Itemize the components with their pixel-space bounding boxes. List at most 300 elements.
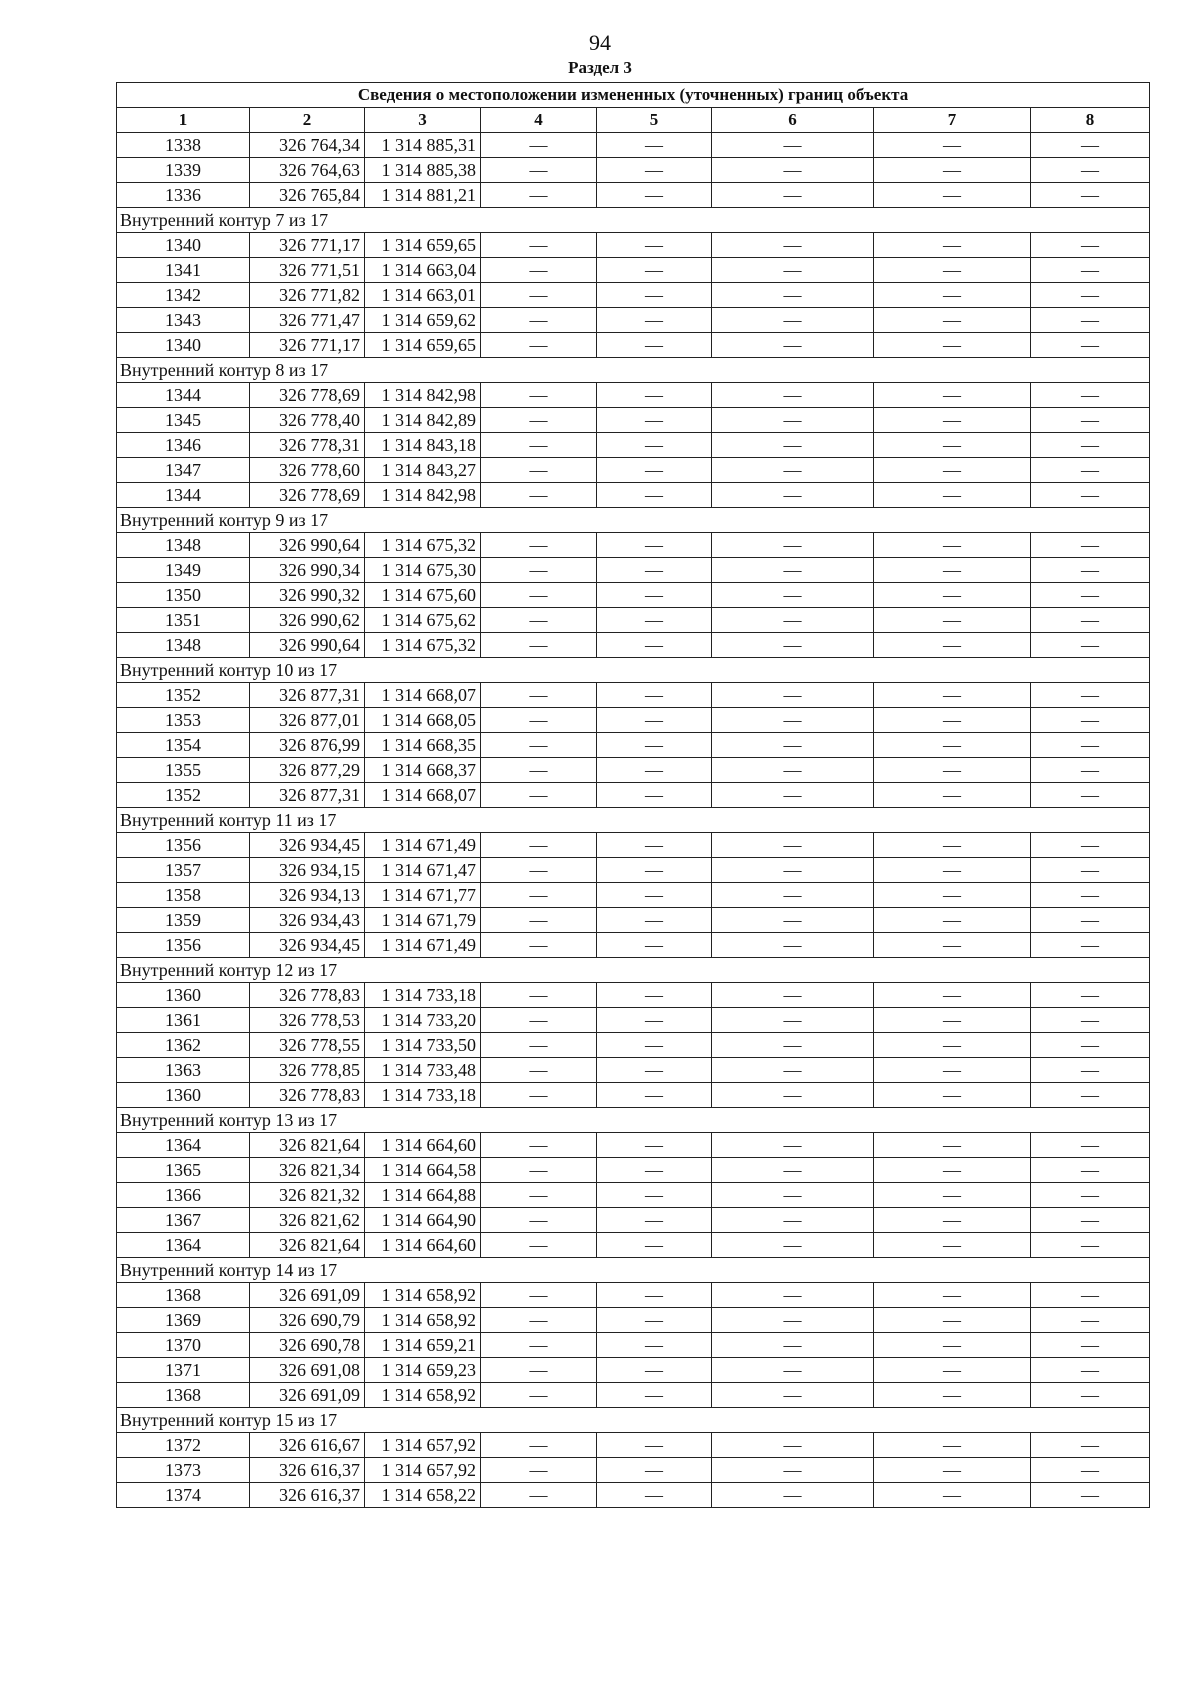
empty-value-cell: — (712, 1483, 874, 1508)
y-coordinate-cell: 1 314 664,58 (365, 1158, 481, 1183)
table-row (117, 458, 1150, 483)
contour-label: Внутренний контур 12 из 17 (117, 958, 1150, 983)
y-coordinate-cell: 1 314 659,65 (365, 333, 481, 358)
y-coordinate-cell: 1 314 733,18 (365, 1083, 481, 1108)
x-coordinate-cell: 326 691,09 (250, 1383, 365, 1408)
empty-value-cell: — (874, 1058, 1031, 1083)
y-coordinate-cell: 1 314 668,05 (365, 708, 481, 733)
empty-value-cell: — (481, 1058, 597, 1083)
contour-label: Внутренний контур 15 из 17 (117, 1408, 1150, 1433)
empty-value-cell: — (874, 1383, 1031, 1408)
empty-value-cell: — (1031, 1033, 1150, 1058)
y-coordinate-cell: 1 314 659,21 (365, 1333, 481, 1358)
empty-value-cell: — (1031, 483, 1150, 508)
x-coordinate-cell: 326 771,17 (250, 233, 365, 258)
empty-value-cell: — (1031, 883, 1150, 908)
empty-value-cell: — (1031, 1358, 1150, 1383)
empty-value-cell: — (874, 858, 1031, 883)
empty-value-cell: — (597, 1033, 712, 1058)
contour-header-row (117, 1108, 1150, 1133)
empty-value-cell: — (712, 708, 874, 733)
y-coordinate-cell: 1 314 664,60 (365, 1233, 481, 1258)
empty-value-cell: — (712, 133, 874, 158)
empty-value-cell: — (1031, 783, 1150, 808)
empty-value-cell: — (597, 933, 712, 958)
x-coordinate-cell: 326 771,51 (250, 258, 365, 283)
contour-label: Внутренний контур 13 из 17 (117, 1108, 1150, 1133)
empty-value-cell: — (597, 433, 712, 458)
table-row (117, 233, 1150, 258)
empty-value-cell: — (597, 458, 712, 483)
x-coordinate-cell: 326 778,69 (250, 383, 365, 408)
empty-value-cell: — (481, 433, 597, 458)
x-coordinate-cell: 326 691,08 (250, 1358, 365, 1383)
y-coordinate-cell: 1 314 885,31 (365, 133, 481, 158)
point-number-cell: 1343 (117, 308, 250, 333)
x-coordinate-cell: 326 990,64 (250, 633, 365, 658)
empty-value-cell: — (1031, 233, 1150, 258)
empty-value-cell: — (712, 1358, 874, 1383)
empty-value-cell: — (597, 1383, 712, 1408)
empty-value-cell: — (712, 858, 874, 883)
empty-value-cell: — (712, 633, 874, 658)
empty-value-cell: — (597, 1333, 712, 1358)
table-row (117, 1358, 1150, 1383)
empty-value-cell: — (597, 1283, 712, 1308)
empty-value-cell: — (481, 233, 597, 258)
empty-value-cell: — (874, 158, 1031, 183)
empty-value-cell: — (597, 133, 712, 158)
table-row (117, 158, 1150, 183)
y-coordinate-cell: 1 314 733,20 (365, 1008, 481, 1033)
table-row (117, 383, 1150, 408)
empty-value-cell: — (481, 483, 597, 508)
x-coordinate-cell: 326 934,13 (250, 883, 365, 908)
point-number-cell: 1340 (117, 333, 250, 358)
empty-value-cell: — (481, 458, 597, 483)
y-coordinate-cell: 1 314 659,23 (365, 1358, 481, 1383)
y-coordinate-cell: 1 314 668,35 (365, 733, 481, 758)
empty-value-cell: — (712, 1333, 874, 1358)
empty-value-cell: — (481, 1158, 597, 1183)
empty-value-cell: — (1031, 1483, 1150, 1508)
empty-value-cell: — (1031, 1383, 1150, 1408)
point-number-cell: 1360 (117, 1083, 250, 1108)
empty-value-cell: — (597, 533, 712, 558)
y-coordinate-cell: 1 314 842,98 (365, 483, 481, 508)
empty-value-cell: — (712, 533, 874, 558)
empty-value-cell: — (1031, 1283, 1150, 1308)
contour-label: Внутренний контур 9 из 17 (117, 508, 1150, 533)
empty-value-cell: — (874, 1333, 1031, 1358)
empty-value-cell: — (481, 1458, 597, 1483)
empty-value-cell: — (481, 258, 597, 283)
empty-value-cell: — (874, 1358, 1031, 1383)
y-coordinate-cell: 1 314 664,60 (365, 1133, 481, 1158)
empty-value-cell: — (874, 633, 1031, 658)
empty-value-cell: — (597, 633, 712, 658)
empty-value-cell: — (597, 833, 712, 858)
point-number-cell: 1345 (117, 408, 250, 433)
point-number-cell: 1374 (117, 1483, 250, 1508)
table-row (117, 1383, 1150, 1408)
empty-value-cell: — (597, 583, 712, 608)
table-row (117, 1308, 1150, 1333)
empty-value-cell: — (874, 533, 1031, 558)
empty-value-cell: — (712, 1133, 874, 1158)
contour-header-row (117, 1408, 1150, 1433)
y-coordinate-cell: 1 314 659,62 (365, 308, 481, 333)
empty-value-cell: — (712, 733, 874, 758)
empty-value-cell: — (1031, 1458, 1150, 1483)
empty-value-cell: — (481, 1083, 597, 1108)
empty-value-cell: — (874, 708, 1031, 733)
table-row (117, 1458, 1150, 1483)
empty-value-cell: — (1031, 383, 1150, 408)
contour-header-row (117, 358, 1150, 383)
y-coordinate-cell: 1 314 657,92 (365, 1433, 481, 1458)
point-number-cell: 1346 (117, 433, 250, 458)
point-number-cell: 1368 (117, 1283, 250, 1308)
y-coordinate-cell: 1 314 885,38 (365, 158, 481, 183)
point-number-cell: 1371 (117, 1358, 250, 1383)
empty-value-cell: — (874, 583, 1031, 608)
y-coordinate-cell: 1 314 658,92 (365, 1383, 481, 1408)
y-coordinate-cell: 1 314 668,07 (365, 783, 481, 808)
empty-value-cell: — (874, 133, 1031, 158)
point-number-cell: 1369 (117, 1308, 250, 1333)
empty-value-cell: — (712, 458, 874, 483)
point-number-cell: 1344 (117, 483, 250, 508)
x-coordinate-cell: 326 934,45 (250, 833, 365, 858)
table-row (117, 1183, 1150, 1208)
table-row (117, 133, 1150, 158)
empty-value-cell: — (597, 233, 712, 258)
table-row (117, 783, 1150, 808)
table-caption-row (117, 83, 1150, 108)
x-coordinate-cell: 326 877,31 (250, 683, 365, 708)
point-number-cell: 1354 (117, 733, 250, 758)
empty-value-cell: — (712, 1383, 874, 1408)
x-coordinate-cell: 326 616,37 (250, 1458, 365, 1483)
table-row (117, 258, 1150, 283)
empty-value-cell: — (874, 1233, 1031, 1258)
empty-value-cell: — (597, 408, 712, 433)
empty-value-cell: — (597, 383, 712, 408)
empty-value-cell: — (597, 758, 712, 783)
empty-value-cell: — (1031, 908, 1150, 933)
point-number-cell: 1341 (117, 258, 250, 283)
empty-value-cell: — (1031, 1308, 1150, 1333)
y-coordinate-cell: 1 314 675,32 (365, 633, 481, 658)
point-number-cell: 1361 (117, 1008, 250, 1033)
empty-value-cell: — (481, 758, 597, 783)
empty-value-cell: — (1031, 983, 1150, 1008)
column-header: 2 (250, 108, 365, 133)
y-coordinate-cell: 1 314 663,04 (365, 258, 481, 283)
empty-value-cell: — (481, 1183, 597, 1208)
empty-value-cell: — (481, 183, 597, 208)
empty-value-cell: — (481, 708, 597, 733)
y-coordinate-cell: 1 314 675,60 (365, 583, 481, 608)
empty-value-cell: — (1031, 1208, 1150, 1233)
table-caption: Сведения о местоположении измененных (уточненных) границ объекта (117, 83, 1150, 108)
x-coordinate-cell: 326 778,83 (250, 983, 365, 1008)
empty-value-cell: — (481, 1233, 597, 1258)
empty-value-cell: — (481, 858, 597, 883)
table-row (117, 683, 1150, 708)
contour-header-row (117, 508, 1150, 533)
empty-value-cell: — (597, 858, 712, 883)
contour-header-row (117, 208, 1150, 233)
empty-value-cell: — (874, 233, 1031, 258)
point-number-cell: 1367 (117, 1208, 250, 1233)
empty-value-cell: — (1031, 558, 1150, 583)
empty-value-cell: — (597, 308, 712, 333)
empty-value-cell: — (874, 283, 1031, 308)
empty-value-cell: — (1031, 308, 1150, 333)
x-coordinate-cell: 326 778,85 (250, 1058, 365, 1083)
table-row (117, 733, 1150, 758)
empty-value-cell: — (712, 433, 874, 458)
table-row (117, 533, 1150, 558)
y-coordinate-cell: 1 314 663,01 (365, 283, 481, 308)
empty-value-cell: — (712, 1233, 874, 1258)
empty-value-cell: — (1031, 1333, 1150, 1358)
x-coordinate-cell: 326 821,32 (250, 1183, 365, 1208)
empty-value-cell: — (597, 1158, 712, 1183)
empty-value-cell: — (1031, 708, 1150, 733)
point-number-cell: 1347 (117, 458, 250, 483)
y-coordinate-cell: 1 314 671,49 (365, 933, 481, 958)
y-coordinate-cell: 1 314 658,22 (365, 1483, 481, 1508)
table-row (117, 983, 1150, 1008)
point-number-cell: 1336 (117, 183, 250, 208)
contour-label: Внутренний контур 8 из 17 (117, 358, 1150, 383)
boundary-coordinates-table (116, 82, 1150, 1508)
table-row (117, 1333, 1150, 1358)
empty-value-cell: — (874, 733, 1031, 758)
table-row (117, 483, 1150, 508)
empty-value-cell: — (874, 883, 1031, 908)
table-row (117, 908, 1150, 933)
empty-value-cell: — (712, 408, 874, 433)
empty-value-cell: — (481, 1358, 597, 1383)
table-row (117, 283, 1150, 308)
empty-value-cell: — (874, 1308, 1031, 1333)
table-row (117, 183, 1150, 208)
empty-value-cell: — (1031, 633, 1150, 658)
empty-value-cell: — (712, 883, 874, 908)
column-header: 6 (712, 108, 874, 133)
empty-value-cell: — (597, 258, 712, 283)
x-coordinate-cell: 326 690,79 (250, 1308, 365, 1333)
empty-value-cell: — (712, 283, 874, 308)
empty-value-cell: — (1031, 1183, 1150, 1208)
empty-value-cell: — (712, 1308, 874, 1333)
table-row (117, 1158, 1150, 1183)
column-header: 5 (597, 108, 712, 133)
empty-value-cell: — (597, 608, 712, 633)
empty-value-cell: — (1031, 158, 1150, 183)
table-row (117, 933, 1150, 958)
empty-value-cell: — (712, 833, 874, 858)
x-coordinate-cell: 326 764,63 (250, 158, 365, 183)
y-coordinate-cell: 1 314 668,07 (365, 683, 481, 708)
table-row (117, 583, 1150, 608)
point-number-cell: 1364 (117, 1233, 250, 1258)
page-number: 94 (589, 30, 611, 55)
table-row (117, 308, 1150, 333)
empty-value-cell: — (712, 758, 874, 783)
y-coordinate-cell: 1 314 843,18 (365, 433, 481, 458)
point-number-cell: 1349 (117, 558, 250, 583)
table-row (117, 708, 1150, 733)
table-row (117, 558, 1150, 583)
empty-value-cell: — (874, 608, 1031, 633)
empty-value-cell: — (481, 533, 597, 558)
empty-value-cell: — (597, 983, 712, 1008)
empty-value-cell: — (597, 908, 712, 933)
x-coordinate-cell: 326 934,43 (250, 908, 365, 933)
empty-value-cell: — (874, 558, 1031, 583)
empty-value-cell: — (712, 683, 874, 708)
x-coordinate-cell: 326 616,37 (250, 1483, 365, 1508)
empty-value-cell: — (597, 1008, 712, 1033)
x-coordinate-cell: 326 616,67 (250, 1433, 365, 1458)
point-number-cell: 1338 (117, 133, 250, 158)
empty-value-cell: — (1031, 1433, 1150, 1458)
empty-value-cell: — (712, 558, 874, 583)
x-coordinate-cell: 326 778,69 (250, 483, 365, 508)
empty-value-cell: — (597, 1433, 712, 1458)
point-number-cell: 1370 (117, 1333, 250, 1358)
y-coordinate-cell: 1 314 675,30 (365, 558, 481, 583)
y-coordinate-cell: 1 314 843,27 (365, 458, 481, 483)
x-coordinate-cell: 326 778,40 (250, 408, 365, 433)
empty-value-cell: — (1031, 533, 1150, 558)
empty-value-cell: — (597, 708, 712, 733)
y-coordinate-cell: 1 314 733,50 (365, 1033, 481, 1058)
empty-value-cell: — (712, 1433, 874, 1458)
empty-value-cell: — (1031, 333, 1150, 358)
x-coordinate-cell: 326 877,01 (250, 708, 365, 733)
empty-value-cell: — (874, 833, 1031, 858)
empty-value-cell: — (1031, 858, 1150, 883)
empty-value-cell: — (874, 408, 1031, 433)
empty-value-cell: — (597, 1483, 712, 1508)
x-coordinate-cell: 326 990,34 (250, 558, 365, 583)
table-row (117, 633, 1150, 658)
empty-value-cell: — (481, 308, 597, 333)
x-coordinate-cell: 326 821,64 (250, 1233, 365, 1258)
empty-value-cell: — (874, 908, 1031, 933)
x-coordinate-cell: 326 990,32 (250, 583, 365, 608)
empty-value-cell: — (481, 1033, 597, 1058)
empty-value-cell: — (1031, 758, 1150, 783)
x-coordinate-cell: 326 771,82 (250, 283, 365, 308)
empty-value-cell: — (712, 258, 874, 283)
empty-value-cell: — (597, 1083, 712, 1108)
empty-value-cell: — (481, 1308, 597, 1333)
y-coordinate-cell: 1 314 671,49 (365, 833, 481, 858)
empty-value-cell: — (712, 1458, 874, 1483)
empty-value-cell: — (874, 783, 1031, 808)
contour-label: Внутренний контур 14 из 17 (117, 1258, 1150, 1283)
empty-value-cell: — (712, 1058, 874, 1083)
empty-value-cell: — (597, 558, 712, 583)
point-number-cell: 1351 (117, 608, 250, 633)
table-row (117, 1033, 1150, 1058)
contour-header-row (117, 658, 1150, 683)
y-coordinate-cell: 1 314 881,21 (365, 183, 481, 208)
point-number-cell: 1359 (117, 908, 250, 933)
point-number-cell: 1355 (117, 758, 250, 783)
contour-label: Внутренний контур 11 из 17 (117, 808, 1150, 833)
empty-value-cell: — (874, 1158, 1031, 1183)
empty-value-cell: — (481, 558, 597, 583)
contour-header-row (117, 958, 1150, 983)
x-coordinate-cell: 326 990,64 (250, 533, 365, 558)
empty-value-cell: — (1031, 1158, 1150, 1183)
empty-value-cell: — (712, 233, 874, 258)
point-number-cell: 1357 (117, 858, 250, 883)
empty-value-cell: — (597, 158, 712, 183)
empty-value-cell: — (874, 1183, 1031, 1208)
empty-value-cell: — (874, 183, 1031, 208)
empty-value-cell: — (874, 933, 1031, 958)
empty-value-cell: — (712, 308, 874, 333)
empty-value-cell: — (597, 333, 712, 358)
empty-value-cell: — (874, 458, 1031, 483)
empty-value-cell: — (1031, 1133, 1150, 1158)
empty-value-cell: — (712, 1208, 874, 1233)
empty-value-cell: — (481, 1433, 597, 1458)
empty-value-cell: — (597, 1133, 712, 1158)
point-number-cell: 1363 (117, 1058, 250, 1083)
empty-value-cell: — (1031, 933, 1150, 958)
y-coordinate-cell: 1 314 842,98 (365, 383, 481, 408)
empty-value-cell: — (1031, 683, 1150, 708)
empty-value-cell: — (712, 908, 874, 933)
point-number-cell: 1339 (117, 158, 250, 183)
point-number-cell: 1356 (117, 833, 250, 858)
table-row (117, 1283, 1150, 1308)
empty-value-cell: — (481, 283, 597, 308)
table-row (117, 758, 1150, 783)
contour-header-row (117, 808, 1150, 833)
empty-value-cell: — (481, 1483, 597, 1508)
y-coordinate-cell: 1 314 671,79 (365, 908, 481, 933)
empty-value-cell: — (481, 933, 597, 958)
table-row (117, 1208, 1150, 1233)
empty-value-cell: — (712, 483, 874, 508)
empty-value-cell: — (597, 1233, 712, 1258)
x-coordinate-cell: 326 778,60 (250, 458, 365, 483)
x-coordinate-cell: 326 877,29 (250, 758, 365, 783)
empty-value-cell: — (874, 1008, 1031, 1033)
empty-value-cell: — (1031, 258, 1150, 283)
empty-value-cell: — (481, 833, 597, 858)
empty-value-cell: — (874, 683, 1031, 708)
empty-value-cell: — (597, 1358, 712, 1383)
empty-value-cell: — (1031, 433, 1150, 458)
table-row (117, 1008, 1150, 1033)
empty-value-cell: — (712, 333, 874, 358)
point-number-cell: 1368 (117, 1383, 250, 1408)
empty-value-cell: — (1031, 458, 1150, 483)
empty-value-cell: — (481, 1283, 597, 1308)
